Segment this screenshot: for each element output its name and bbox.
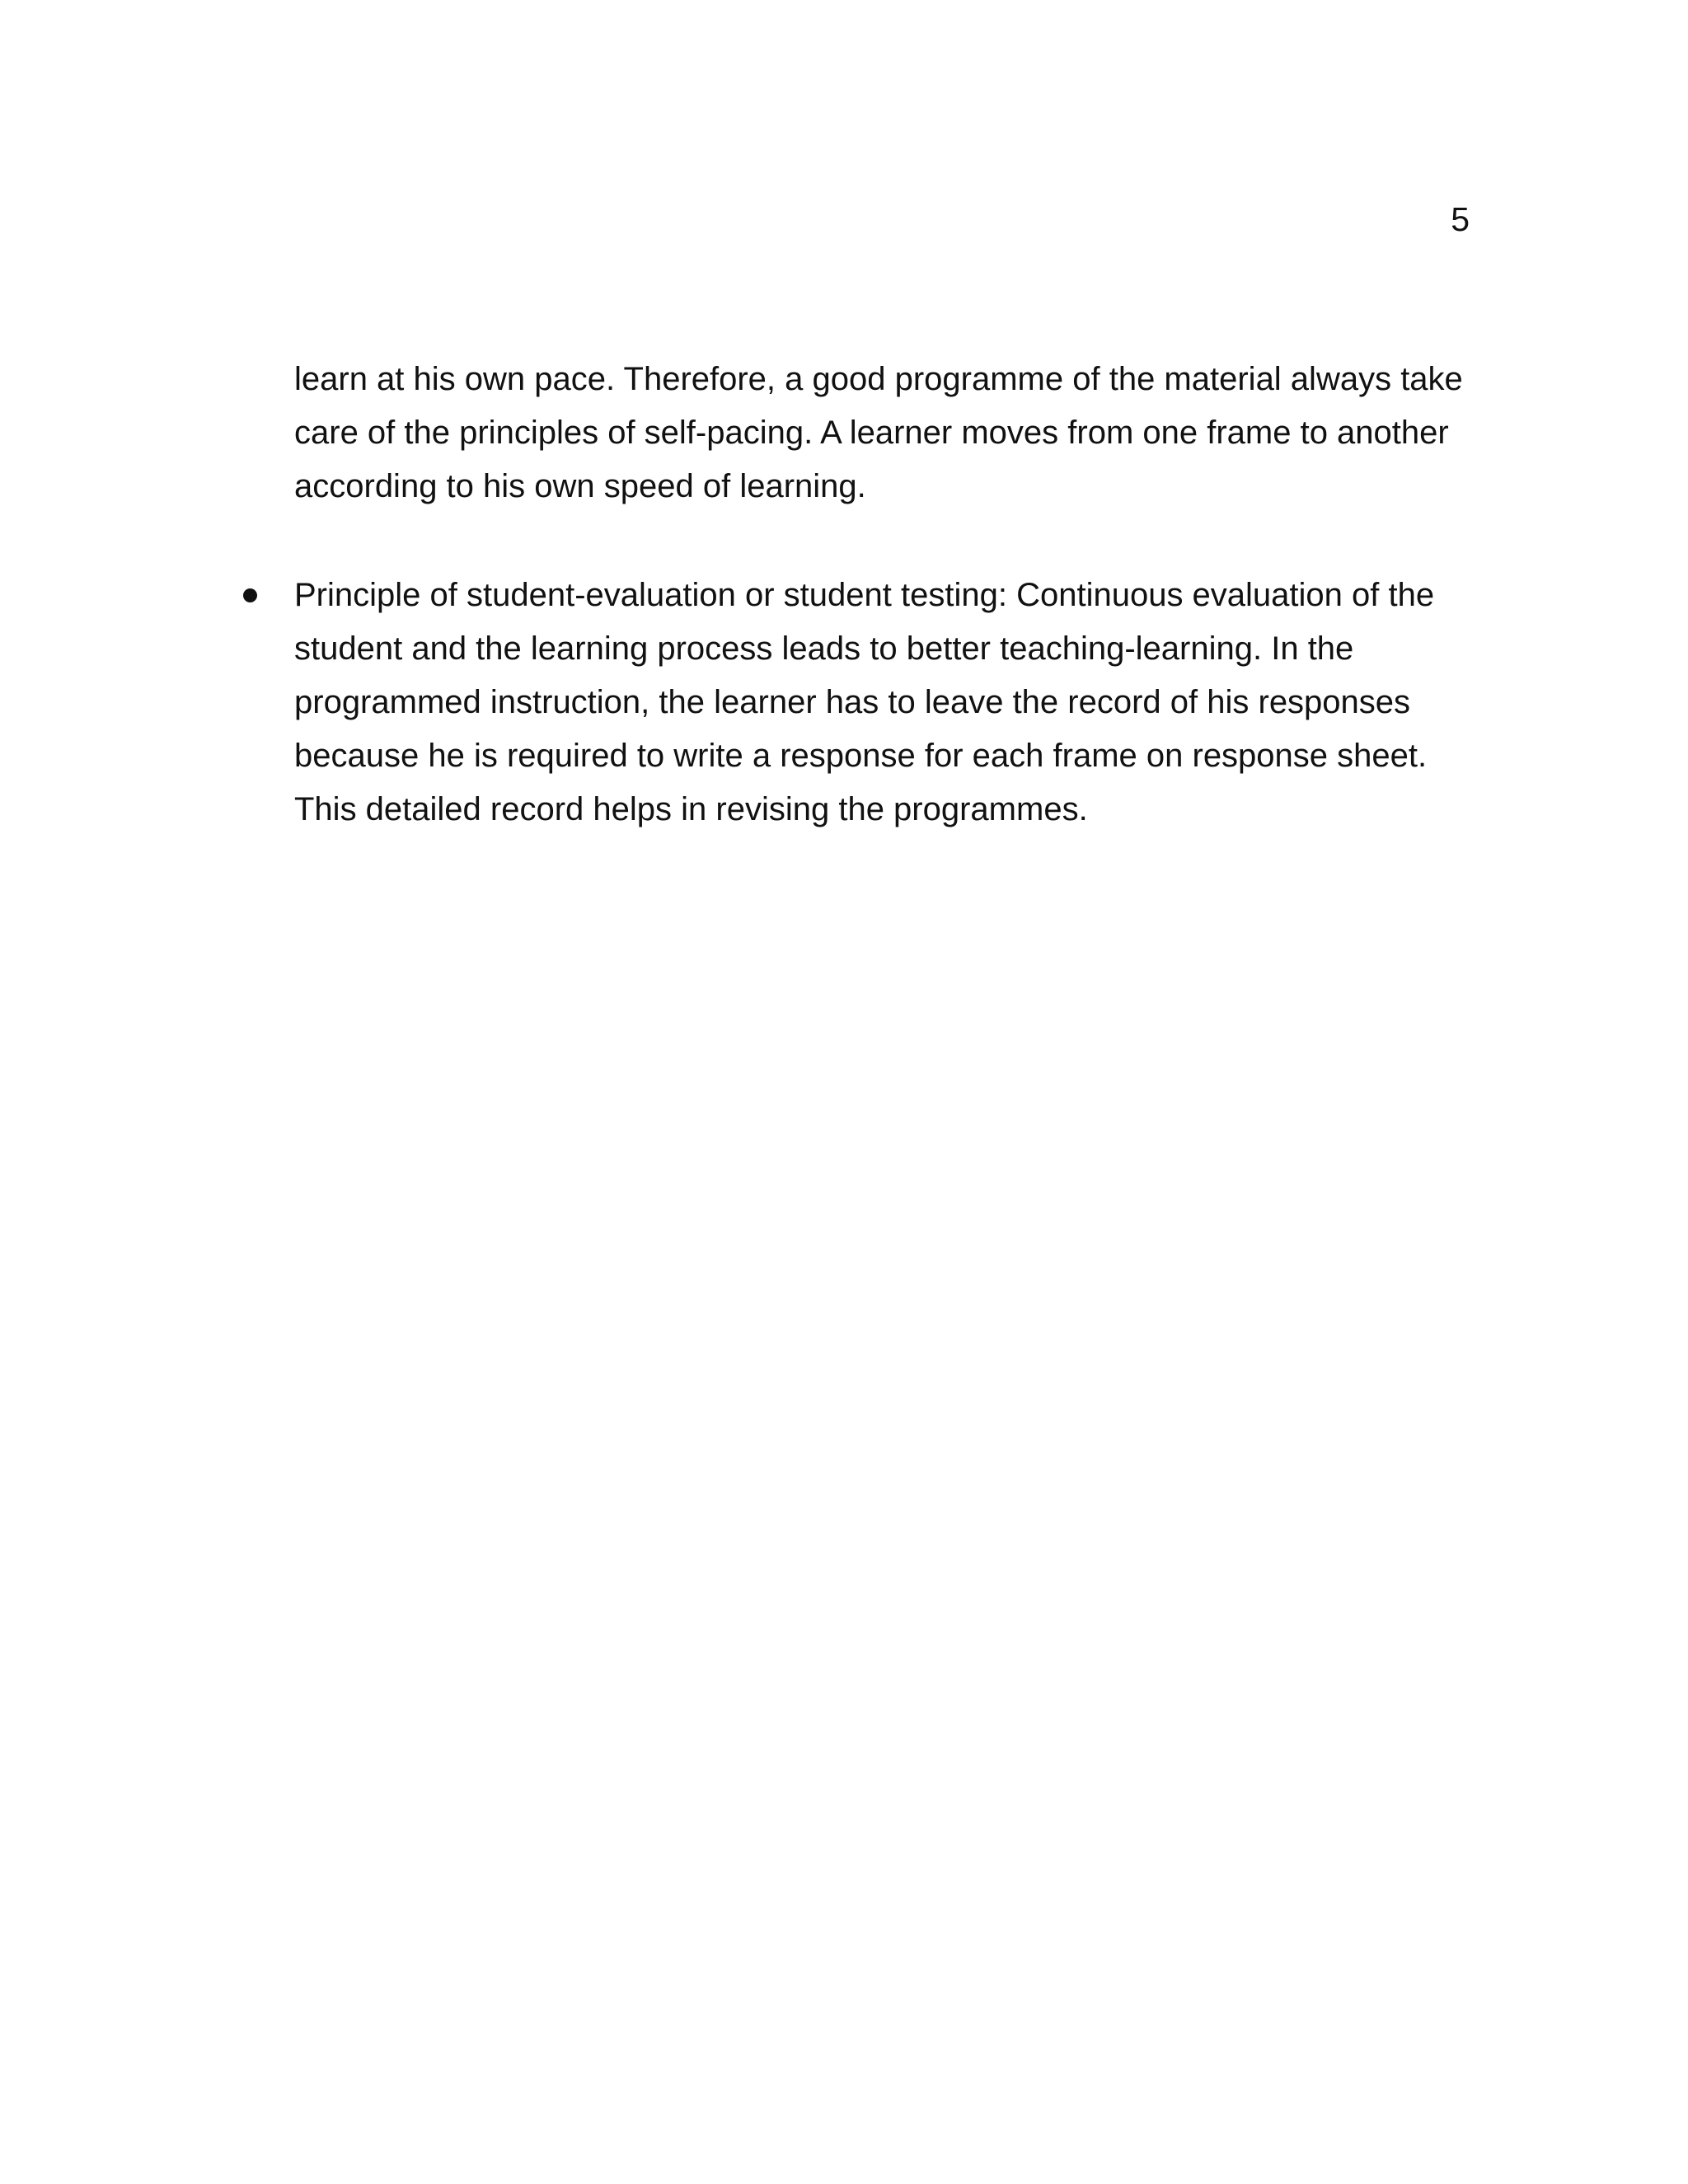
- bullet-text: Principle of student-evaluation or student testing: Continuous evaluation of the student and the learning process leads to better teaching-learning. In the programmed instruction, the learner has to leave the record of his responses because he is required to write a response for each frame on response sheet. This detailed record helps in revising the programmes.: [294, 577, 1435, 827]
- bullet-icon: [243, 588, 257, 602]
- bullet-list: [294, 569, 1473, 837]
- page-number: 5: [1451, 200, 1470, 238]
- continuation-paragraph: learn at his own pace. Therefore, a good programme of the material always take care of the principles of self-pacing. A learner moves from one frame to another according to his own speed of learning.: [294, 361, 1463, 504]
- list-item: [294, 569, 1473, 837]
